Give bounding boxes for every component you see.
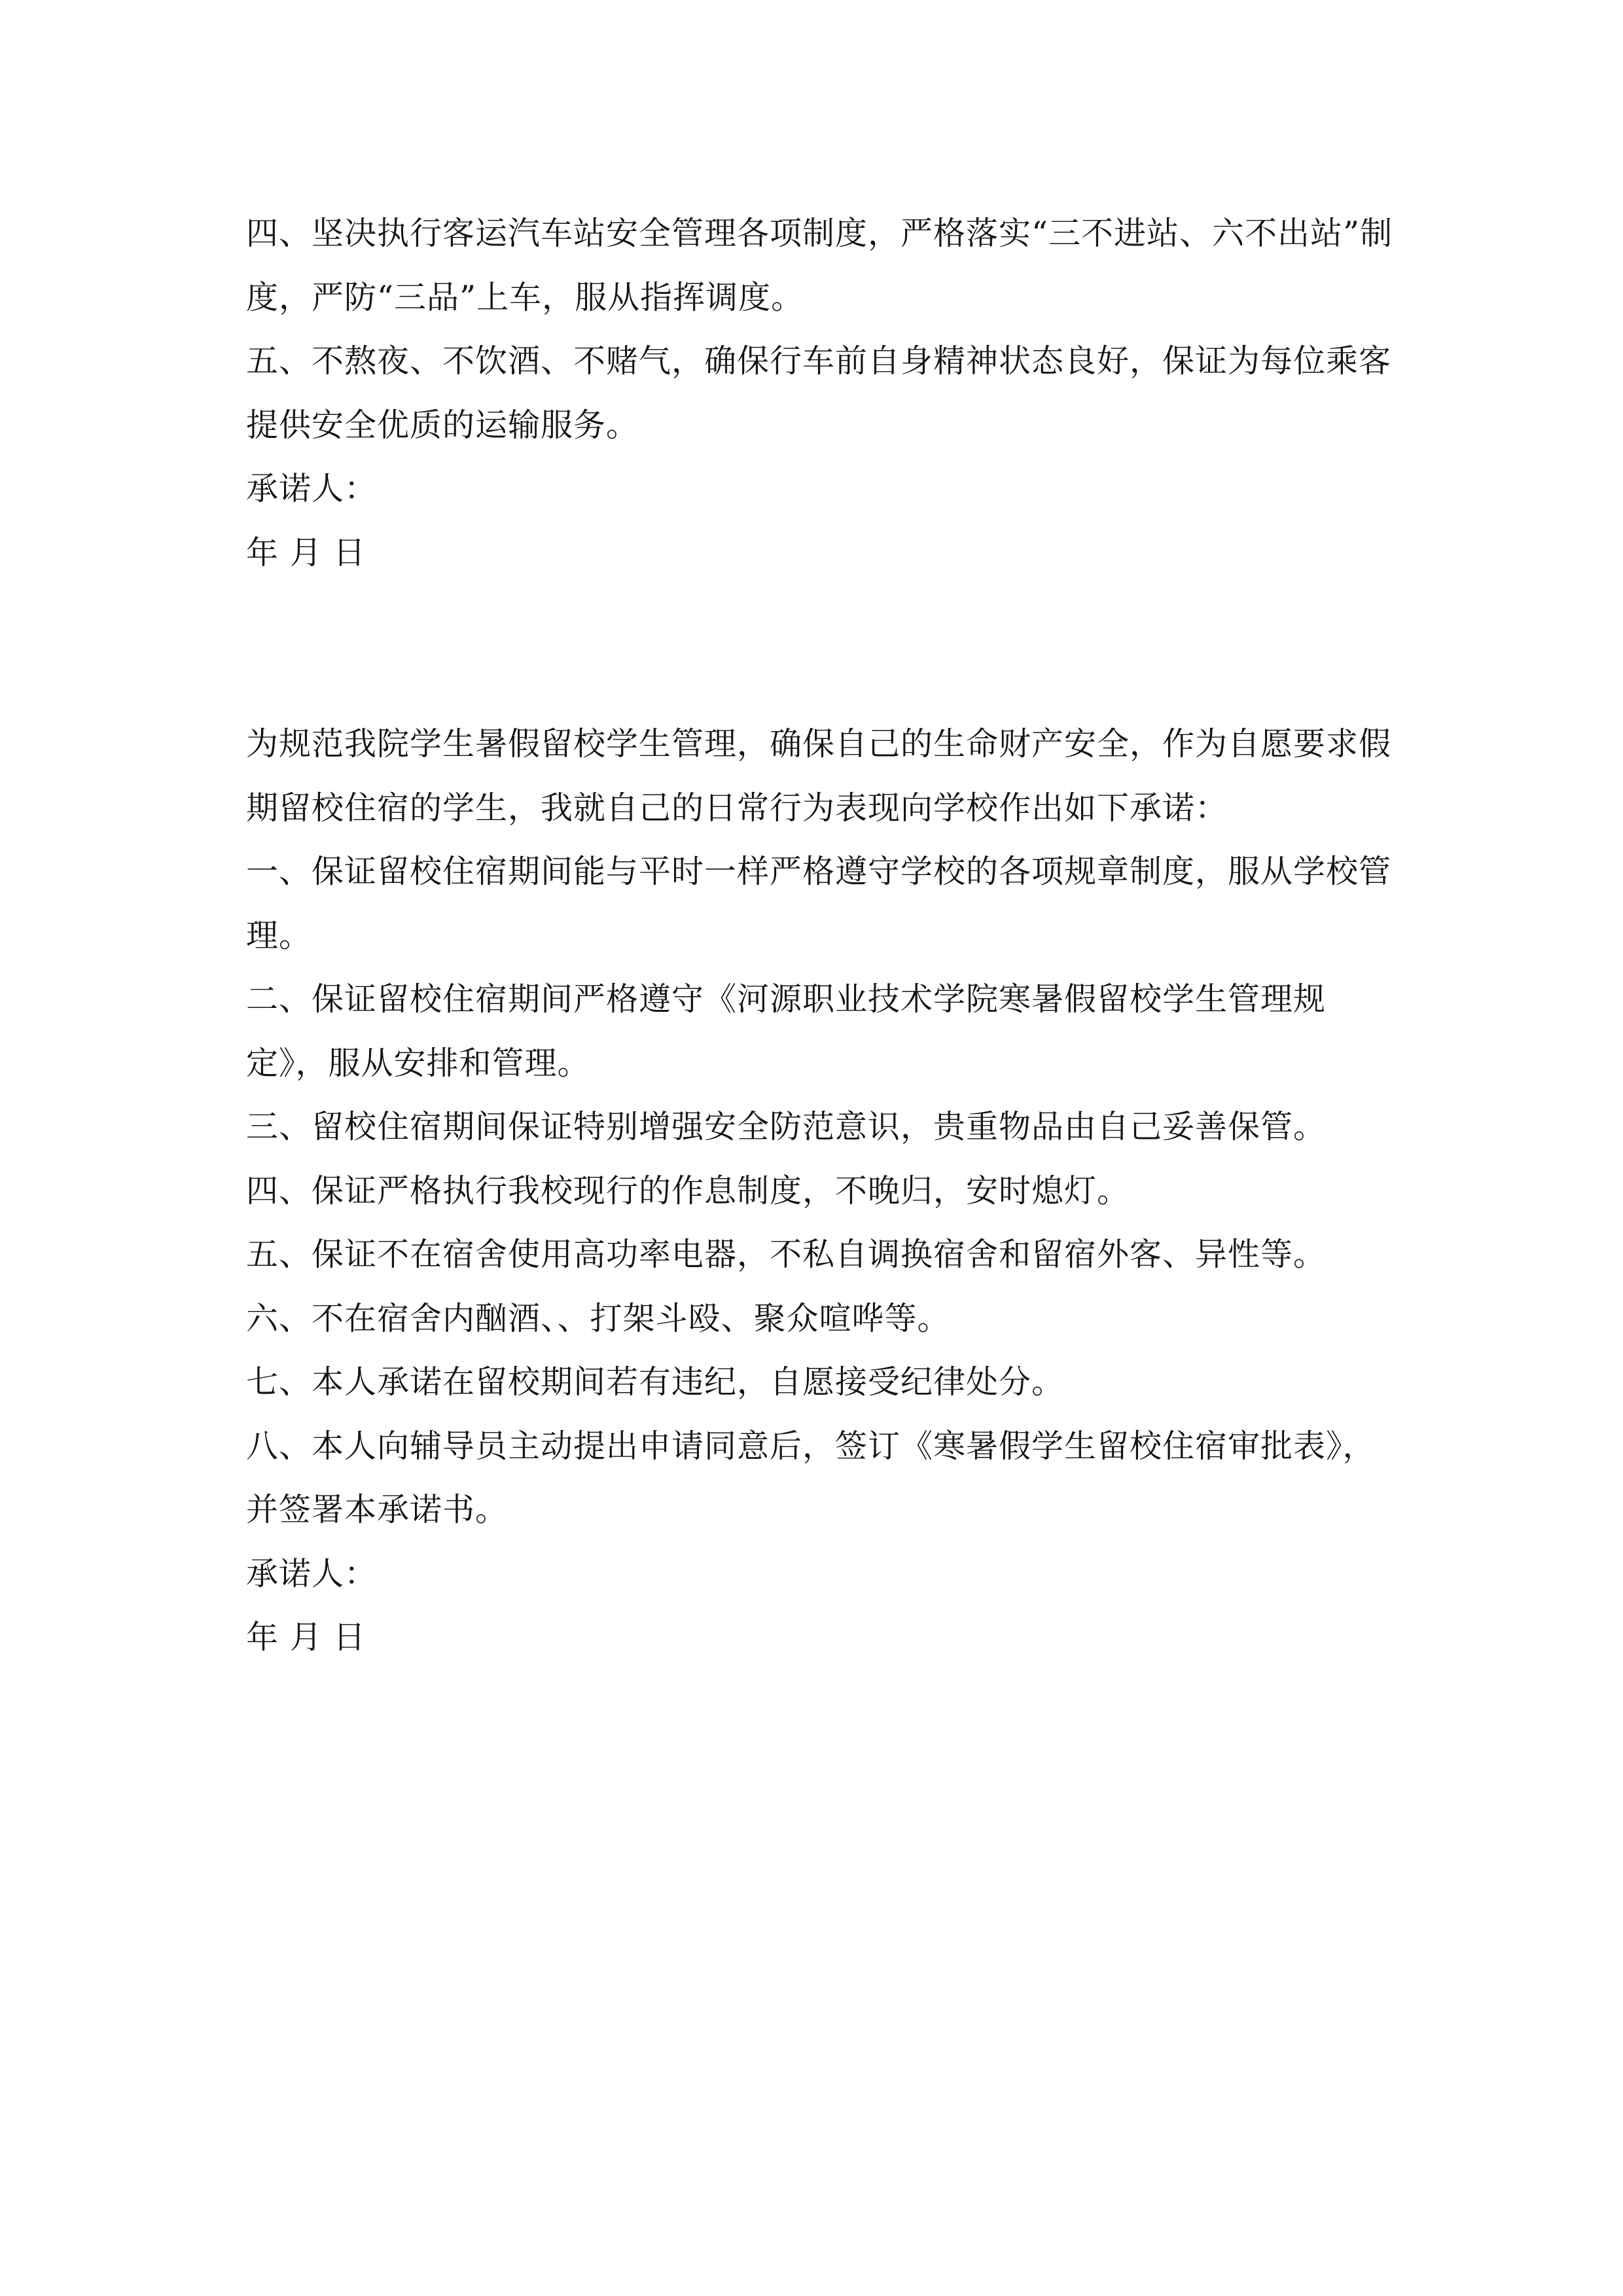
clause-six-conduct: 六、不在宿舍内酗酒、、打架斗殴、聚众喧哗等。 xyxy=(246,1299,950,1337)
clause-seven-discipline: 七、本人承诺在留校期间若有违纪，自愿接受纪律处分。 xyxy=(246,1363,1065,1401)
date-line: 年 月 日 xyxy=(246,1619,366,1656)
commitment-section-driver xyxy=(246,202,1398,584)
document-body xyxy=(246,202,1398,1670)
clause-four-schedule: 四、保证严格执行我校现行的作息制度，不晚归，安时熄灯。 xyxy=(246,1172,1130,1210)
signatory-label: 承诺人： xyxy=(246,1554,378,1592)
signatory-label: 承诺人： xyxy=(246,470,378,507)
intro-paragraph: 为规范我院学生暑假留校学生管理，确保自己的生命财产安全，作为自愿要求假期留校住宿的学生，我就自己的日常行为表现向学校作出如下承诺： xyxy=(246,725,1392,827)
date-line: 年 月 日 xyxy=(246,533,366,571)
clause-four-station-rules: 四、坚决执行客运汽车站安全管理各项制度，严格落实“三不进站、六不出站”制度，严防“三品”上车，服从指挥调度。 xyxy=(246,215,1393,316)
clause-two-regulations: 二、保证留校住宿期间严格遵守《河源职业技术学院寒暑假留校学生管理规定》，服从安排和管理。 xyxy=(246,980,1327,1082)
clause-five-driver-condition: 五、不熬夜、不饮酒、不赌气，确保行车前自身精神状态良好，保证为每位乘客提供安全优质的运输服务。 xyxy=(246,342,1392,444)
clause-three-safety: 三、留校住宿期间保证特别增强安全防范意识，贵重物品由自己妥善保管。 xyxy=(246,1108,1327,1145)
clause-eight-approval: 八、本人向辅导员主动提出申请同意后，签订《寒暑假学生留校住宿审批表》，并签署本承诺书。 xyxy=(246,1427,1376,1528)
clause-five-appliances: 五、保证不在宿舍使用高功率电器，不私自调换宿舍和留宿外客、异性等。 xyxy=(246,1236,1327,1273)
clause-one-rules: 一、保证留校住宿期间能与平时一样严格遵守学校的各项规章制度，服从学校管理。 xyxy=(246,853,1392,954)
commitment-section-student xyxy=(246,712,1398,1670)
section-spacer xyxy=(246,584,1398,712)
